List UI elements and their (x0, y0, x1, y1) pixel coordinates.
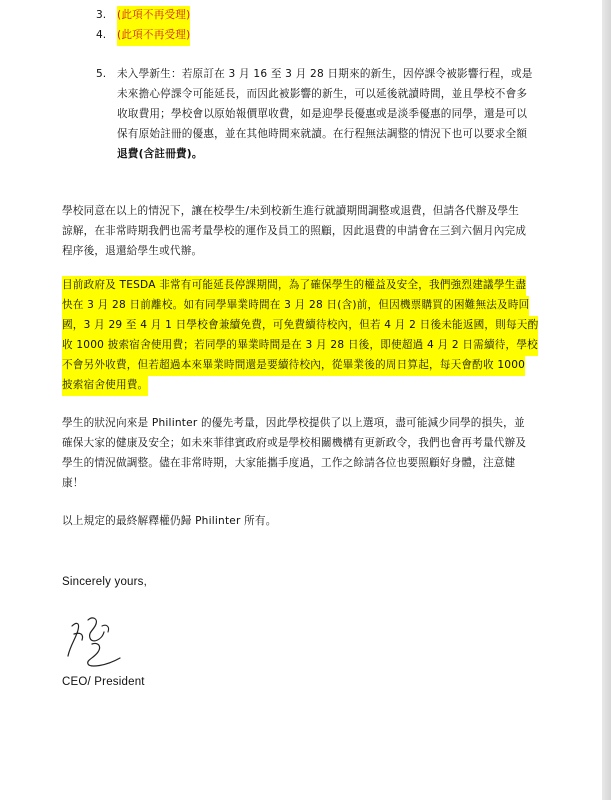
paragraph-line: 學校同意在以上的情況下，讓在校學生/未到校新生進行就讀期間調整或退費，但請各代辦及學生 (62, 205, 520, 217)
list-item-5-line: 保有原始註冊的優惠，並在其他時間來就讀。在行程無法調整的情況下也可以要求全額 (117, 128, 528, 140)
paragraph-line: 披索宿舍使用費。 (62, 376, 148, 396)
paragraph-line: 康！ (62, 477, 84, 489)
list-item-3: (此項不再受理) (117, 6, 190, 26)
paragraph-line: 諒解，在非常時期我們也需考量學校的運作及員工的照顧，因此退費的申請會在三到六個月內完成 (62, 225, 527, 237)
paragraph-line: 不會另外收費，但若超過本來畢業時間還是要續待校內，從畢業後的周日算起，每天會酌收 1000 (62, 356, 525, 376)
closing-salutation: Sincerely yours, (62, 576, 148, 588)
list-item-4: (此項不再受理) (117, 26, 190, 46)
list-item-5-line: 退費(含註冊費)。 (117, 148, 203, 160)
paragraph-line: 確保大家的健康及安全；如未來菲律賓政府或是學校相關機構有更新政令，我們也會再考量代辦及 (62, 437, 527, 449)
paragraph-final-interpretation: 以上規定的最終解釋權仍歸 Philinter 所有。 (62, 515, 277, 527)
signature-icon (62, 612, 132, 674)
list-item-5-line: 收取費用；學校會以原始報價單收費，如是迎學長優惠或是淡季優惠的同學，還是可以 (117, 108, 528, 120)
list-number-4: 4. (96, 29, 107, 41)
list-number-3: 3. (96, 9, 107, 21)
signer-title: CEO/ President (62, 676, 145, 688)
paragraph-line: 收 1000 披索宿舍使用費；若同學的畢業時間是在 3 月 28 日後，即使超過 4 月 2 日需續待，學校 (62, 336, 538, 356)
list-item-5-line: 未入學新生：若原訂在 3 月 16 至 3 月 28 日期來的新生，因停課令被影響行程，或是 (117, 68, 533, 80)
list-number-5: 5. (96, 68, 107, 80)
paragraph-line: 快在 3 月 28 日前離校。如有同學畢業時間在 3 月 28 日(含)前，但因機票購買的困難無法及時回 (62, 296, 529, 316)
paragraph-line: 學生的狀況向來是 Philinter 的優先考量，因此學校提供了以上選項，盡可能減少同學的損失，並 (62, 417, 525, 429)
paragraph-line: 程序後，退還給學生或代辦。 (62, 245, 203, 257)
paragraph-line: 國，3 月 29 至 4 月 1 日學校會兼續免費，可免費續待校內，但若 4 月 2 日後未能返國，則每天酌 (62, 316, 538, 336)
page-edge (602, 0, 611, 800)
list-item-5-line: 未來擔心停課令可能延長，而因此被影響的新生，可以延後就讀時間，並且學校不會多 (117, 88, 528, 100)
paragraph-line: 目前政府及 TESDA 非常有可能延長停課期間，為了確保學生的權益及安全，我們強烈建議學生盡 (62, 276, 526, 296)
paragraph-line: 學生的情況做調整。儘在非常時期，大家能攜手度過，工作之餘請各位也要照顧好身體，注意健 (62, 457, 516, 469)
